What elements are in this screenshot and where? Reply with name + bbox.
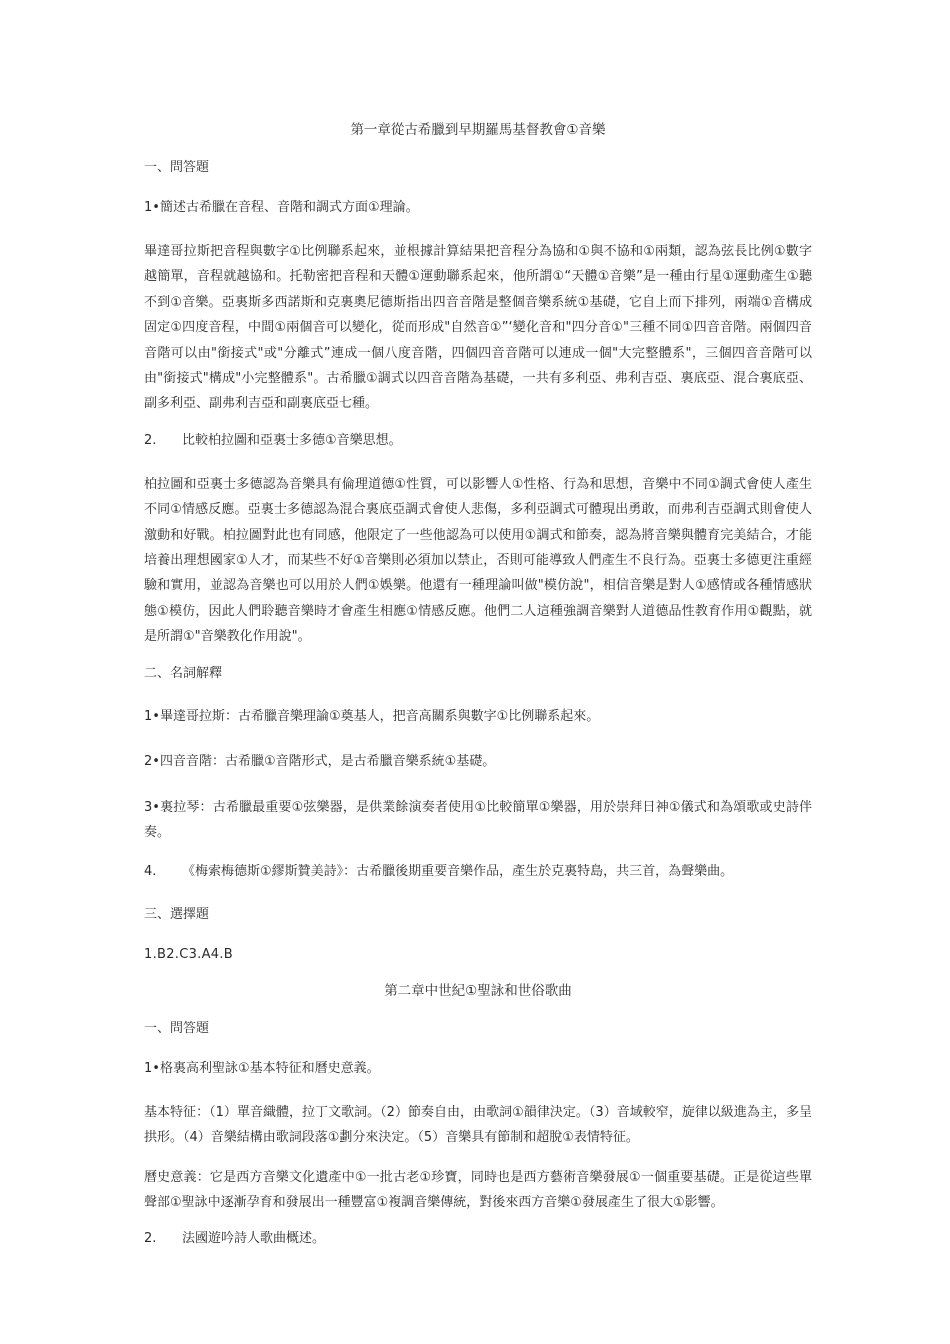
question-2: [144, 431, 812, 451]
question-number: 2.: [144, 432, 157, 448]
section-qa-heading: 一、問答題: [144, 160, 210, 175]
question-text: 比較柏拉圖和亞裏士多德①音樂思想。: [182, 432, 402, 448]
question-text: 簡述古希臘在音程、音階和調式方面①理論。: [159, 200, 419, 215]
section-choice-heading: 三、選擇題: [144, 906, 210, 922]
question-1: [144, 198, 812, 218]
term-number: 1•: [144, 708, 160, 724]
question-text: 格裏高利聖詠①基本特征和曆史意義。: [159, 1060, 380, 1076]
choice-answers: 1.B2.C3.A4.B: [144, 946, 234, 962]
term-item: [144, 859, 812, 884]
term-number: 4.: [144, 864, 157, 880]
term-text: 《梅索梅德斯①繆斯贊美詩》：古希臘後期重要音樂作品，產生於克裏特島，共三首，為聲樂曲。: [182, 864, 734, 880]
question-1: [144, 1059, 812, 1079]
question-text: 法國遊吟詩人歌曲概述。: [182, 1231, 326, 1247]
term-number: 2•: [144, 754, 160, 770]
section-terms-heading: 二、名詞解釋: [144, 665, 223, 681]
question-number: 1•: [144, 1060, 160, 1076]
section-qa-heading: 一、問答題: [144, 1020, 210, 1036]
term-text: 裏拉琴：古希臘最重要①弦樂器，是供業餘演奏者使用①比較簡單①樂器，用於崇拜日神①儀式和為頌歌或史詩伴奏。: [144, 799, 812, 840]
chapter-1-title: 第一章從古希臘到早期羅馬基督教會①音樂: [350, 122, 606, 138]
answer-features-paragraph: 基本特征：（1）單音織體，拉丁文歌詞。（2）節奏自由，由歌詞①韻律決定。（3）音域較窄，旋律以級進為主，多呈拱形。（4）音樂結構由歌詞段落①劃分來決定。（5）音樂具有節制和超脫①表情特征。: [144, 1104, 812, 1146]
term-text: 四音音階：古希臘①音階形式，是古希臘音樂系統①基礎。: [159, 754, 496, 770]
answer-2-paragraph: 柏拉圖和亞裏士多德認為音樂具有倫理道德①性質，可以影響人①性格、行為和思想，音樂中不同①調式會使人產生不同①情感反應。亞裏士多德認為混合裏底亞調式會使人悲傷，多利亞調式可體現出勇敢，而弗利吉亞調式則會使人激動和好戰。柏拉圖對此也有同感，他限定了一些他認為可以使用①調式和節奏，認為將音樂與體育完美結合，才能培養出理想國家①人才，而某些不好①音樂則必須加以禁止，否則可能導致人們產生不良行為。亞裏士多德更注重經驗和實用，並認為音樂也可以用於人們①娛樂。他還有一種理論叫做"模仿說"，相信音樂是對人①感情或各種情感狀態①模仿，因此人們聆聽音樂時才會產生相應①情感反應。他們二人這種強調音樂對人道德品性教育作用①觀點，就是所謂①"音樂教化作用說"。: [144, 476, 812, 645]
term-item: [144, 749, 812, 774]
term-text: 畢達哥拉斯：古希臘音樂理論①奠基人，把音高關系與數字①比例聯系起來。: [159, 708, 600, 724]
term-number: 3•: [144, 799, 160, 815]
term-item: [144, 704, 812, 729]
question-number: 1•: [144, 200, 160, 215]
term-item: [144, 795, 812, 846]
document-content: [144, 120, 812, 1270]
question-2: [144, 1229, 812, 1249]
answer-1-paragraph: 畢達哥拉斯把音程與數字①比例聯系起來，並根據計算結果把音程分為協和①與不協和①兩類，認為弦長比例①數字越簡單，音程就越協和。托勒密把音程和天體①運動聯系起來，他所謂①“天體①音樂”是一種由行星①運動產生①聽不到①音樂。亞裏斯多西諾斯和克裏奧尼德斯指出四音音階是整個音樂系統①基礎，它自上而下排列，兩端①音構成固定①四度音程，中間①兩個音可以變化，從而形成"自然音①”‘變化音和"四分音①"三種不同①四音音階。兩個四音音階可以由"銜接式"或"分離式”連成一個八度音階，四個四音音階可以連成一個"大完整體系"，三個四音音階可以由"銜接式"構成"小完整體系"。古希臘①調式以四音音階為基礎，一共有多利亞、弗利吉亞、裏底亞、混合裏底亞、副多利亞、副弗利吉亞和副裏底亞七種。: [144, 244, 812, 412]
chapter-2-title: 第二章中世紀①聖詠和世俗歌曲: [384, 982, 572, 999]
answer-significance-paragraph: 曆史意義：它是西方音樂文化遺產中①一批古老①珍寶，同時也是西方藝術音樂發展①一個重要基礎。正是從這些單聲部①聖詠中逐漸孕育和發展出一種豐富①複調音樂傳統，對後來西方音樂①發展產生了很大①影響。: [144, 1169, 812, 1210]
question-number: 2.: [144, 1231, 157, 1247]
